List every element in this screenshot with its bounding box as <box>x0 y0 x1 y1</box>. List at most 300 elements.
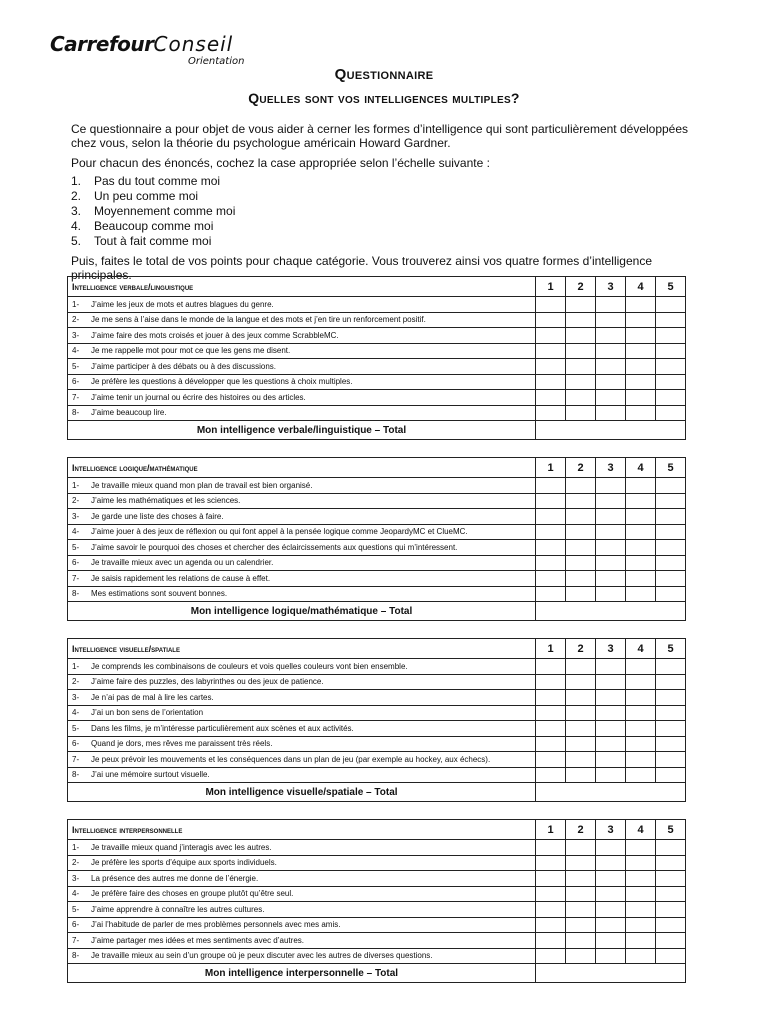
rating-cell[interactable] <box>566 524 596 540</box>
rating-cell[interactable] <box>596 478 626 494</box>
statement-text: Je préfère les sports d’équipe aux sports individuels. <box>91 858 277 868</box>
rating-cell[interactable] <box>596 540 626 556</box>
rating-cell[interactable] <box>596 297 626 313</box>
statement-text: Je n’ai pas de mal à lire les cartes. <box>91 692 214 702</box>
statement <box>68 752 536 768</box>
rating-cell[interactable] <box>596 767 626 783</box>
rating-cell[interactable] <box>536 493 566 509</box>
column-header: 1 <box>536 820 566 840</box>
rating-cell[interactable] <box>566 933 596 949</box>
total-field[interactable] <box>536 602 686 621</box>
rating-cell[interactable] <box>566 540 596 556</box>
rating-cell[interactable] <box>596 586 626 602</box>
rating-cell[interactable] <box>596 736 626 752</box>
rating-cell[interactable] <box>626 524 656 540</box>
rating-cell[interactable] <box>656 886 686 902</box>
rating-cell[interactable] <box>566 659 596 675</box>
rating-cell[interactable] <box>626 948 656 964</box>
brand-name-part1: Carrefour <box>50 32 154 56</box>
statement-text: J’aime jouer à des jeux de réflexion ou qui font appel à la pensée logique comme JeopardyMC et ClueMC. <box>91 527 468 537</box>
column-header: 1 <box>536 277 566 297</box>
rating-cell[interactable] <box>566 555 596 571</box>
rating-cell[interactable] <box>596 359 626 375</box>
column-header: 4 <box>626 820 656 840</box>
column-header: 3 <box>596 458 626 478</box>
rating-cell[interactable] <box>566 690 596 706</box>
total-row <box>68 602 686 621</box>
statement-text: J’aime tenir un journal ou écrire des histoires ou des articles. <box>91 392 306 402</box>
section-title: Intelligence interpersonnelle <box>68 820 536 840</box>
rating-cell[interactable] <box>566 855 596 871</box>
statement-text: J’aime savoir le pourquoi des choses et chercher des éclaircissements aux questions qui m’intéressent. <box>91 542 458 552</box>
rating-cell[interactable] <box>626 840 656 856</box>
statement <box>68 493 536 509</box>
statement-row <box>68 705 686 721</box>
rating-cell[interactable] <box>596 855 626 871</box>
rating-cell[interactable] <box>536 478 566 494</box>
rating-cell[interactable] <box>566 478 596 494</box>
statement-text: Dans les films, je m’intéresse particulièrement aux scènes et aux activités. <box>91 723 354 733</box>
scale-number: 3. <box>71 204 82 218</box>
column-header: 5 <box>656 277 686 297</box>
rating-cell[interactable] <box>536 555 566 571</box>
statement-text: Mes estimations sont souvent bonnes. <box>91 589 228 599</box>
rating-cell[interactable] <box>596 343 626 359</box>
rating-cell[interactable] <box>656 840 686 856</box>
rating-cell[interactable] <box>626 736 656 752</box>
statement <box>68 705 536 721</box>
rating-cell[interactable] <box>656 343 686 359</box>
statement-number: 3- <box>72 330 80 340</box>
statement-row <box>68 767 686 783</box>
rating-cell[interactable] <box>596 390 626 406</box>
rating-cell[interactable] <box>656 721 686 737</box>
rating-cell[interactable] <box>536 690 566 706</box>
statement <box>68 478 536 494</box>
scale-label: Beaucoup comme moi <box>94 219 214 233</box>
statement-number: 3- <box>72 511 80 521</box>
rating-cell[interactable] <box>566 571 596 587</box>
statement-number: 7- <box>72 754 80 764</box>
rating-cell[interactable] <box>626 586 656 602</box>
rating-cell[interactable] <box>536 586 566 602</box>
rating-cell[interactable] <box>566 374 596 390</box>
rating-cell[interactable] <box>566 767 596 783</box>
rating-cell[interactable] <box>626 855 656 871</box>
scale-item <box>71 204 235 219</box>
rating-cell[interactable] <box>566 736 596 752</box>
statement <box>68 374 536 390</box>
rating-cell[interactable] <box>656 524 686 540</box>
statement-text: Je travaille mieux avec un agenda ou un calendrier. <box>91 558 274 568</box>
rating-cell[interactable] <box>566 752 596 768</box>
rating-cell[interactable] <box>566 343 596 359</box>
rating-cell[interactable] <box>566 917 596 933</box>
rating-cell[interactable] <box>656 948 686 964</box>
rating-cell[interactable] <box>596 659 626 675</box>
statement-number: 4- <box>72 527 80 537</box>
total-field[interactable] <box>536 783 686 802</box>
rating-cell[interactable] <box>596 509 626 525</box>
rating-cell[interactable] <box>536 509 566 525</box>
rating-cell[interactable] <box>536 917 566 933</box>
statement-number: 6- <box>72 558 80 568</box>
rating-cell[interactable] <box>566 705 596 721</box>
statement-number: 1- <box>72 842 80 852</box>
closing-paragraph: Puis, faites le total de vos points pour chaque catégorie. Vous trouverez ainsi vos quatre formes d’intelligence principales. <box>71 254 652 282</box>
rating-cell[interactable] <box>626 752 656 768</box>
scale-label: Un peu comme moi <box>94 189 199 203</box>
intro-paragraph: Ce questionnaire a pour objet de vous aider à cerner les formes d’intelligence qui sont particulièrement développées chez vous, selon la théorie du psychologue américain Howard Gardner. <box>71 122 689 150</box>
rating-cell[interactable] <box>626 405 656 421</box>
statement <box>68 855 536 871</box>
statement-text: J’aime faire des mots croisés et jouer à des jeux comme ScrabbleMC. <box>91 330 339 340</box>
statement <box>68 721 536 737</box>
instruction-paragraph: Pour chacun des énoncés, cochez la case appropriée selon l’échelle suivante : <box>71 156 490 170</box>
rating-cell[interactable] <box>656 933 686 949</box>
total-field[interactable] <box>536 964 686 983</box>
rating-cell[interactable] <box>596 571 626 587</box>
rating-cell[interactable] <box>536 948 566 964</box>
statement-number: 6- <box>72 377 80 387</box>
statement-text: Je me rappelle mot pour mot ce que les gens me disent. <box>91 346 291 356</box>
rating-cell[interactable] <box>536 297 566 313</box>
statement <box>68 690 536 706</box>
statement <box>68 767 536 783</box>
rating-cell[interactable] <box>626 478 656 494</box>
rating-cell[interactable] <box>656 555 686 571</box>
rating-cell[interactable] <box>656 493 686 509</box>
rating-cell[interactable] <box>596 555 626 571</box>
statement-text: Je préfère les questions à développer que les questions à choix multiples. <box>91 377 353 387</box>
rating-cell[interactable] <box>536 721 566 737</box>
scale-number: 4. <box>71 219 82 233</box>
rating-cell[interactable] <box>626 871 656 887</box>
rating-cell[interactable] <box>536 405 566 421</box>
rating-cell[interactable] <box>626 328 656 344</box>
rating-cell[interactable] <box>626 886 656 902</box>
section-table-logical <box>67 457 686 621</box>
rating-cell[interactable] <box>596 493 626 509</box>
rating-cell[interactable] <box>596 871 626 887</box>
statement <box>68 933 536 949</box>
rating-cell[interactable] <box>596 948 626 964</box>
scale-item <box>71 234 235 249</box>
section-header-row <box>68 639 686 659</box>
rating-cell[interactable] <box>626 767 656 783</box>
rating-cell[interactable] <box>656 312 686 328</box>
statement-row <box>68 855 686 871</box>
rating-cell[interactable] <box>626 674 656 690</box>
rating-cell[interactable] <box>656 405 686 421</box>
rating-cell[interactable] <box>566 840 596 856</box>
rating-cell[interactable] <box>596 902 626 918</box>
rating-cell[interactable] <box>536 540 566 556</box>
statement-text: Je garde une liste des choses à faire. <box>91 511 224 521</box>
statement-number: 7- <box>72 935 80 945</box>
statement-number: 5- <box>72 361 80 371</box>
rating-cell[interactable] <box>656 917 686 933</box>
statement-row <box>68 840 686 856</box>
rating-cell[interactable] <box>566 493 596 509</box>
page-title: Questionnaire <box>334 66 434 83</box>
statement-number: 5- <box>72 723 80 733</box>
statement-row <box>68 312 686 328</box>
statement-number: 8- <box>72 951 80 961</box>
rating-cell[interactable] <box>626 690 656 706</box>
rating-cell[interactable] <box>626 555 656 571</box>
scale-label: Pas du tout comme moi <box>94 174 221 188</box>
rating-cell[interactable] <box>566 312 596 328</box>
rating-cell[interactable] <box>656 297 686 313</box>
rating-cell[interactable] <box>656 767 686 783</box>
statement-number: 1- <box>72 480 80 490</box>
total-field[interactable] <box>536 421 686 440</box>
rating-cell[interactable] <box>596 705 626 721</box>
rating-cell[interactable] <box>656 855 686 871</box>
statement-number: 8- <box>72 589 80 599</box>
statement-text: J’ai l’habitude de parler de mes problèmes personnels avec mes amis. <box>91 920 341 930</box>
rating-cell[interactable] <box>626 390 656 406</box>
statement-row <box>68 674 686 690</box>
rating-cell[interactable] <box>656 736 686 752</box>
rating-cell[interactable] <box>536 840 566 856</box>
scale-number: 1. <box>71 174 82 188</box>
section-header-row <box>68 820 686 840</box>
column-header: 4 <box>626 277 656 297</box>
rating-cell[interactable] <box>656 540 686 556</box>
rating-cell[interactable] <box>596 752 626 768</box>
brand-name-part2: Conseil <box>153 32 234 56</box>
column-header: 2 <box>566 639 596 659</box>
statement-text: Je travaille mieux au sein d’un groupe où je peux discuter avec les autres de diverses questions. <box>91 951 433 961</box>
statement <box>68 736 536 752</box>
column-header: 2 <box>566 820 596 840</box>
brand-name <box>50 32 233 56</box>
rating-cell[interactable] <box>656 902 686 918</box>
rating-cell[interactable] <box>626 359 656 375</box>
rating-cell[interactable] <box>656 705 686 721</box>
statement-row <box>68 736 686 752</box>
column-header: 1 <box>536 639 566 659</box>
rating-cell[interactable] <box>656 586 686 602</box>
statement-row <box>68 540 686 556</box>
rating-cell[interactable] <box>596 886 626 902</box>
rating-cell[interactable] <box>626 343 656 359</box>
rating-cell[interactable] <box>536 343 566 359</box>
section-table-verbal <box>67 276 686 440</box>
total-row <box>68 421 686 440</box>
rating-cell[interactable] <box>536 524 566 540</box>
rating-cell[interactable] <box>626 493 656 509</box>
statement-number: 6- <box>72 739 80 749</box>
rating-cell[interactable] <box>536 871 566 887</box>
rating-cell[interactable] <box>596 405 626 421</box>
statement <box>68 343 536 359</box>
statement <box>68 948 536 964</box>
rating-cell[interactable] <box>536 328 566 344</box>
rating-cell[interactable] <box>566 948 596 964</box>
statement <box>68 902 536 918</box>
rating-cell[interactable] <box>566 297 596 313</box>
statement-text: Je travaille mieux quand mon plan de travail est bien organisé. <box>91 480 313 490</box>
total-label: Mon intelligence logique/mathématique – Total <box>68 602 536 621</box>
section-header-row <box>68 458 686 478</box>
rating-cell[interactable] <box>596 374 626 390</box>
rating-cell[interactable] <box>596 312 626 328</box>
rating-cell[interactable] <box>596 721 626 737</box>
statement-row <box>68 886 686 902</box>
total-label: Mon intelligence verbale/linguistique – Total <box>68 421 536 440</box>
statement-text: Je travaille mieux quand j’interagis avec les autres. <box>91 842 272 852</box>
rating-cell[interactable] <box>596 674 626 690</box>
rating-scale-list <box>71 174 235 249</box>
statement-row <box>68 524 686 540</box>
rating-cell[interactable] <box>626 540 656 556</box>
rating-cell[interactable] <box>566 586 596 602</box>
statement-row <box>68 405 686 421</box>
statement-row <box>68 752 686 768</box>
rating-cell[interactable] <box>626 917 656 933</box>
brand-subtitle: Orientation <box>188 56 245 67</box>
rating-cell[interactable] <box>536 659 566 675</box>
rating-cell[interactable] <box>566 328 596 344</box>
column-header: 3 <box>596 639 626 659</box>
statement <box>68 674 536 690</box>
total-label: Mon intelligence visuelle/spatiale – Total <box>68 783 536 802</box>
scale-label: Tout à fait comme moi <box>94 234 212 248</box>
rating-cell[interactable] <box>626 659 656 675</box>
rating-cell[interactable] <box>596 690 626 706</box>
column-header: 4 <box>626 639 656 659</box>
statement-number: 2- <box>72 315 80 325</box>
rating-cell[interactable] <box>626 721 656 737</box>
statement-text: J’aime partager mes idées et mes sentiments avec d’autres. <box>91 935 304 945</box>
rating-cell[interactable] <box>536 359 566 375</box>
rating-cell[interactable] <box>656 871 686 887</box>
statement-text: Je saisis rapidement les relations de cause à effet. <box>91 573 271 583</box>
statement <box>68 509 536 525</box>
statement-row <box>68 493 686 509</box>
statement <box>68 917 536 933</box>
rating-cell[interactable] <box>596 933 626 949</box>
rating-cell[interactable] <box>536 767 566 783</box>
scale-label: Moyennement comme moi <box>94 204 236 218</box>
rating-cell[interactable] <box>656 659 686 675</box>
statement-number: 5- <box>72 904 80 914</box>
rating-cell[interactable] <box>596 328 626 344</box>
rating-cell[interactable] <box>626 297 656 313</box>
rating-cell[interactable] <box>536 902 566 918</box>
rating-cell[interactable] <box>656 478 686 494</box>
section-header-row <box>68 277 686 297</box>
rating-cell[interactable] <box>656 690 686 706</box>
rating-cell[interactable] <box>656 359 686 375</box>
rating-cell[interactable] <box>566 509 596 525</box>
statement-text: Je peux prévoir les mouvements et les conséquences dans un plan de jeu (par exemple au hockey, aux échecs). <box>91 754 491 764</box>
rating-cell[interactable] <box>626 933 656 949</box>
statement-row <box>68 871 686 887</box>
section-title: Intelligence visuelle/spatiale <box>68 639 536 659</box>
rating-cell[interactable] <box>626 312 656 328</box>
rating-cell[interactable] <box>536 886 566 902</box>
statement-row <box>68 721 686 737</box>
statement-number: 2- <box>72 677 80 687</box>
statement-text: J’aime apprendre à connaître les autres cultures. <box>91 904 265 914</box>
rating-cell[interactable] <box>566 390 596 406</box>
rating-cell[interactable] <box>536 736 566 752</box>
column-header: 4 <box>626 458 656 478</box>
rating-cell[interactable] <box>596 524 626 540</box>
rating-cell[interactable] <box>566 359 596 375</box>
statement <box>68 555 536 571</box>
rating-cell[interactable] <box>536 390 566 406</box>
column-header: 5 <box>656 820 686 840</box>
rating-cell[interactable] <box>536 933 566 949</box>
rating-cell[interactable] <box>566 674 596 690</box>
statement <box>68 405 536 421</box>
statement-row <box>68 328 686 344</box>
statement-text: J’aime participer à des débats ou à des discussions. <box>91 361 276 371</box>
rating-cell[interactable] <box>626 509 656 525</box>
rating-cell[interactable] <box>656 509 686 525</box>
scale-item <box>71 174 235 189</box>
rating-cell[interactable] <box>626 374 656 390</box>
rating-cell[interactable] <box>536 312 566 328</box>
statement-text: La présence des autres me donne de l’énergie. <box>91 873 259 883</box>
rating-cell[interactable] <box>656 328 686 344</box>
section-title: Intelligence verbale/linguistique <box>68 277 536 297</box>
statement-number: 4- <box>72 346 80 356</box>
rating-cell[interactable] <box>656 571 686 587</box>
rating-cell[interactable] <box>536 752 566 768</box>
statement <box>68 328 536 344</box>
statement-text: J’aime les mathématiques et les sciences. <box>91 496 241 506</box>
statement-row <box>68 359 686 375</box>
rating-cell[interactable] <box>596 840 626 856</box>
total-label: Mon intelligence interpersonnelle – Total <box>68 964 536 983</box>
rating-cell[interactable] <box>566 902 596 918</box>
statement-number: 7- <box>72 573 80 583</box>
rating-cell[interactable] <box>656 374 686 390</box>
statement-text: Je comprends les combinaisons de couleurs et vois quelles couleurs vont bien ensemble. <box>91 661 408 671</box>
statement-text: J’ai un bon sens de l’orientation <box>91 708 204 718</box>
rating-cell[interactable] <box>566 405 596 421</box>
rating-cell[interactable] <box>536 705 566 721</box>
rating-cell[interactable] <box>566 886 596 902</box>
rating-cell[interactable] <box>596 917 626 933</box>
statement-number: 1- <box>72 299 80 309</box>
rating-cell[interactable] <box>536 374 566 390</box>
rating-cell[interactable] <box>566 721 596 737</box>
rating-cell[interactable] <box>536 855 566 871</box>
rating-cell[interactable] <box>536 571 566 587</box>
statement-number: 5- <box>72 542 80 552</box>
rating-cell[interactable] <box>656 390 686 406</box>
rating-cell[interactable] <box>626 705 656 721</box>
rating-cell[interactable] <box>536 674 566 690</box>
rating-cell[interactable] <box>566 871 596 887</box>
statement-number: 2- <box>72 496 80 506</box>
statement-row <box>68 555 686 571</box>
rating-cell[interactable] <box>656 752 686 768</box>
rating-cell[interactable] <box>626 902 656 918</box>
rating-cell[interactable] <box>626 571 656 587</box>
section-title: Intelligence logique/mathématique <box>68 458 536 478</box>
rating-cell[interactable] <box>656 674 686 690</box>
statement-number: 8- <box>72 770 80 780</box>
statement-row <box>68 374 686 390</box>
